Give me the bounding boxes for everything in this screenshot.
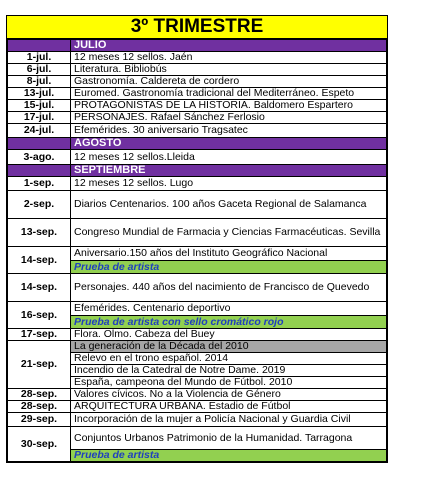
event-cell: Relevo en el trono español. 2014: [71, 353, 387, 365]
table-row: [8, 100, 387, 112]
artist-proof-note: Prueba de artista: [71, 450, 387, 462]
event-cell: Gastronomía. Caldereta de cordero: [71, 76, 387, 88]
date-cell: 14-sep.: [8, 247, 71, 274]
month-header-spacer: [8, 138, 71, 150]
event-cell: Efemérides. 30 aniversario Tragsatec: [71, 124, 387, 138]
month-header-julio: [8, 40, 387, 52]
event-cell: 12 meses 12 sellos.Lleida: [71, 150, 387, 165]
date-cell: 14-sep.: [8, 274, 71, 302]
event-cell: Diarios Centenarios. 100 años Gaceta Regional de Salamanca: [71, 191, 387, 219]
month-header-agosto: [8, 138, 387, 150]
date-cell: 24-jul.: [8, 124, 71, 138]
table-row: [8, 341, 387, 353]
artist-proof-note: Prueba de artista: [71, 261, 387, 274]
event-cell: Incendio de la Catedral de Notre Dame. 2019: [71, 365, 387, 377]
date-cell: 17-jul.: [8, 112, 71, 124]
date-cell: 13-sep.: [8, 219, 71, 247]
table-row: [8, 401, 387, 413]
event-cell: ARQUITECTURA URBANA. Estadio de Fútbol: [71, 401, 387, 413]
stamp-calendar-sheet: [6, 15, 388, 463]
event-cell: Congreso Mundial de Farmacia y Ciencias Farmacéuticas. Sevilla: [71, 219, 387, 247]
table-row: [8, 124, 387, 138]
date-cell: 28-sep.: [8, 389, 71, 401]
date-cell: 16-sep.: [8, 302, 71, 329]
date-cell: 17-sep.: [8, 329, 71, 341]
date-cell: 6-jul.: [8, 64, 71, 76]
table-row: [8, 76, 387, 88]
event-cell: PROTAGONISTAS DE LA HISTORIA. Baldomero Espartero: [71, 100, 387, 112]
table-row: [8, 150, 387, 165]
artist-proof-note: Prueba de artista con sello cromático rojo: [71, 316, 387, 329]
table-row: [8, 329, 387, 341]
event-cell: Efemérides. Centenario deportivo: [71, 302, 387, 316]
table-row: [8, 191, 387, 219]
table-row: [8, 219, 387, 247]
date-cell: 2-sep.: [8, 191, 71, 219]
event-cell: Flora. Olmo. Cabeza del Buey: [71, 329, 387, 341]
table-row: [8, 427, 387, 450]
table-row: [8, 302, 387, 316]
date-cell: 1-sep.: [8, 177, 71, 191]
event-cell: La generación de la Década del 2010: [71, 341, 387, 353]
event-cell: Euromed. Gastronomía tradicional del Mediterráneo. Espeto: [71, 88, 387, 100]
event-cell: Conjuntos Urbanos Patrimonio de la Humanidad. Tarragona: [71, 427, 387, 450]
event-cell: PERSONAJES. Rafael Sánchez Ferlosio: [71, 112, 387, 124]
table-row: [8, 389, 387, 401]
date-cell: 28-sep.: [8, 401, 71, 413]
table-row: [8, 177, 387, 191]
event-cell: España, campeona del Mundo de Fútbol. 2010: [71, 377, 387, 389]
month-header-spacer: [8, 40, 71, 52]
date-cell: 3-ago.: [8, 150, 71, 165]
month-header-spacer: [8, 165, 71, 177]
event-cell: 12 meses 12 sellos. Jaén: [71, 52, 387, 64]
event-cell: Personajes. 440 años del nacimiento de Francisco de Quevedo: [71, 274, 387, 302]
table-row: [8, 247, 387, 261]
month-header-septiembre: [8, 165, 387, 177]
table-row: [8, 413, 387, 427]
date-cell: 21-sep.: [8, 341, 71, 389]
date-cell: 13-jul.: [8, 88, 71, 100]
month-label: SEPTIEMBRE: [71, 165, 387, 177]
event-cell: 12 meses 12 sellos. Lugo: [71, 177, 387, 191]
event-cell: Valores cívicos. No a la Violencia de Género: [71, 389, 387, 401]
table-row: [8, 64, 387, 76]
table-row: [8, 274, 387, 302]
date-cell: 8-jul.: [8, 76, 71, 88]
date-cell: 1-jul.: [8, 52, 71, 64]
table-row: [8, 88, 387, 100]
event-cell: Literatura. Bibliobús: [71, 64, 387, 76]
table-row: [8, 112, 387, 124]
calendar-table: [7, 39, 387, 462]
date-cell: 29-sep.: [8, 413, 71, 427]
date-cell: 30-sep.: [8, 427, 71, 462]
table-row: [8, 52, 387, 64]
page-title: 3º TRIMESTRE: [7, 16, 387, 39]
event-cell: Aniversario.150 años del Instituto Geográfico Nacional: [71, 247, 387, 261]
date-cell: 15-jul.: [8, 100, 71, 112]
month-label: JULIO: [71, 40, 387, 52]
month-label: AGOSTO: [71, 138, 387, 150]
event-cell: Incorporación de la mujer a Policía Nacional y Guardia Civil: [71, 413, 387, 427]
